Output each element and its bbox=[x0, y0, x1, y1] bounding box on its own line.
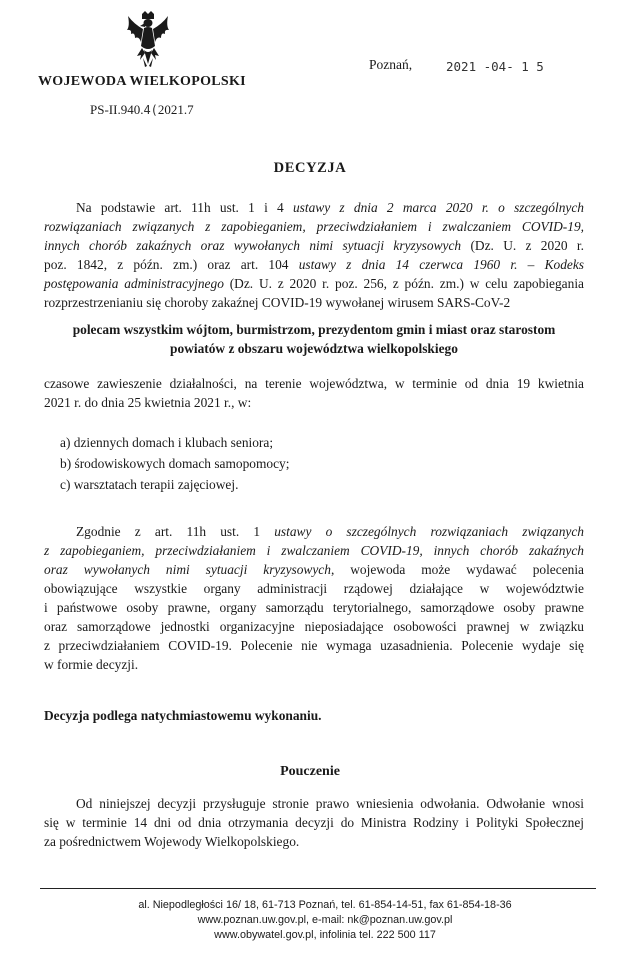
text-span: z zapobieganiem, przeciwdziałaniem i zwalczaniem COVID-19, innych chorób zakaźnych bbox=[44, 543, 584, 558]
polish-eagle-emblem-icon bbox=[124, 10, 172, 68]
reference-number bbox=[90, 102, 194, 118]
text-line: oraz samorządowe jednostki organizacyjne nieposiadające osobowości prawnej w związku bbox=[44, 619, 584, 634]
text-span: innych chorób zakaźnych oraz wywołanych nimi sytuacji kryzysowych bbox=[44, 238, 462, 253]
footer-address: al. Niepodległości 16/ 18, 61-713 Poznań, tel. 61-854-14-51, fax 61-854-18-36 bbox=[138, 899, 512, 911]
enforcement-statement: Decyzja podlega natychmiastowemu wykonaniu. bbox=[44, 708, 322, 723]
text-line: 2021 r. do dnia 25 kwietnia 2021 r., w: bbox=[44, 395, 252, 410]
text-span: postępowania administracyjnego bbox=[44, 276, 224, 291]
footer-contact bbox=[110, 898, 540, 943]
list-item: c) warsztatach terapii zajęciowej. bbox=[60, 477, 239, 492]
text-span: Na podstawie art. 11h ust. 1 i 4 bbox=[76, 200, 293, 215]
facility-list bbox=[60, 432, 289, 495]
reference-prefix: PS-II.940. bbox=[90, 102, 144, 117]
document-title: DECYZJA bbox=[273, 160, 347, 176]
text-line: czasowe zawieszenie działalności, na terenie województwa, w terminie od dnia 19 kwietnia bbox=[44, 376, 584, 391]
reference-suffix: 2021.7 bbox=[157, 102, 194, 117]
instruction-paragraph bbox=[44, 794, 584, 851]
issue-place: Poznań, bbox=[369, 57, 413, 72]
text-span: rozwiązaniach związanych z zapobieganiem, przeciwdziałaniem i zwalczaniem COVID-19, bbox=[44, 219, 584, 234]
text-line: z przeciwdziałaniem COVID-19. Polecenie nie wymaga uzasadnienia. Polecenie wydaje się bbox=[44, 638, 584, 653]
text-span: oraz wywołanych nimi sytuacji kryzysowych bbox=[44, 562, 331, 577]
text-span: ustawy o szczególnych rozwiązaniach związanych bbox=[274, 524, 584, 539]
text-line: i państwowe osoby prawne, organy samorządu terytorialnego, samorządowe osoby prawne bbox=[44, 600, 584, 615]
text-span: ustawy z dnia 2 marca 2020 r. o szczególnych bbox=[292, 200, 584, 215]
issue-date-stamp: 2021 -04- 1 5 bbox=[446, 59, 544, 74]
suspension-paragraph bbox=[44, 374, 584, 412]
text-span: (Dz. U. z 2020 r. bbox=[461, 238, 584, 253]
justification-paragraph bbox=[44, 522, 584, 674]
text-span: rozprzestrzenianiu się choroby zakaźnej COVID-19 wywołanej wirusem SARS-CoV-2 bbox=[44, 295, 511, 310]
text-span: Zgodnie z art. 11h ust. 1 bbox=[76, 524, 275, 539]
footer-website-email: www.poznan.uw.gov.pl, e-mail: nk@poznan.uw.gov.pl bbox=[197, 914, 453, 926]
issuing-authority: WOJEWODA WIELKOPOLSKI bbox=[38, 74, 246, 89]
instruction-heading: Pouczenie bbox=[280, 764, 340, 779]
text-span: , wojewoda może wydawać polecenia bbox=[330, 562, 584, 577]
list-item: b) środowiskowych domach samopomocy; bbox=[60, 456, 290, 471]
text-line: za pośrednictwem Wojewody Wielkopolskiego. bbox=[44, 834, 300, 849]
footer-helpline: www.obywatel.gov.pl, infolinia tel. 222 500 117 bbox=[214, 929, 436, 941]
text-line: w formie decyzji. bbox=[44, 657, 139, 672]
text-line: się w terminie 14 dni od dnia otrzymania decyzji do Ministra Rodziny i Polityki Społecznej bbox=[44, 815, 584, 830]
text-span: ustawy z dnia 14 czerwca 1960 r. – Kodeks bbox=[298, 257, 584, 272]
text-line: Od niniejszej decyzji przysługuje stronie prawo wniesienia odwołania. Odwołanie wnosi bbox=[76, 796, 584, 811]
text-line: powiatów z obszaru województwa wielkopolskiego bbox=[170, 341, 458, 356]
text-line: polecam wszystkim wójtom, burmistrzom, prezydentom gmin i miast oraz starostom bbox=[72, 322, 556, 337]
footer-divider bbox=[40, 888, 596, 889]
command-statement bbox=[44, 320, 584, 358]
list-item: a) dziennych domach i klubach seniora; bbox=[60, 435, 274, 450]
text-span: poz. 1842, z późn. zm.) oraz art. 104 bbox=[44, 257, 299, 272]
reference-handwritten: 4( bbox=[143, 103, 158, 117]
text-span: (Dz. U. z 2020 r. poz. 256, z późn. zm.) w celu zapobiegania bbox=[223, 276, 584, 291]
legal-basis-paragraph bbox=[44, 198, 584, 312]
text-line: obowiązujące wszystkie organy administracji rządowej działające w województwie bbox=[44, 581, 584, 596]
